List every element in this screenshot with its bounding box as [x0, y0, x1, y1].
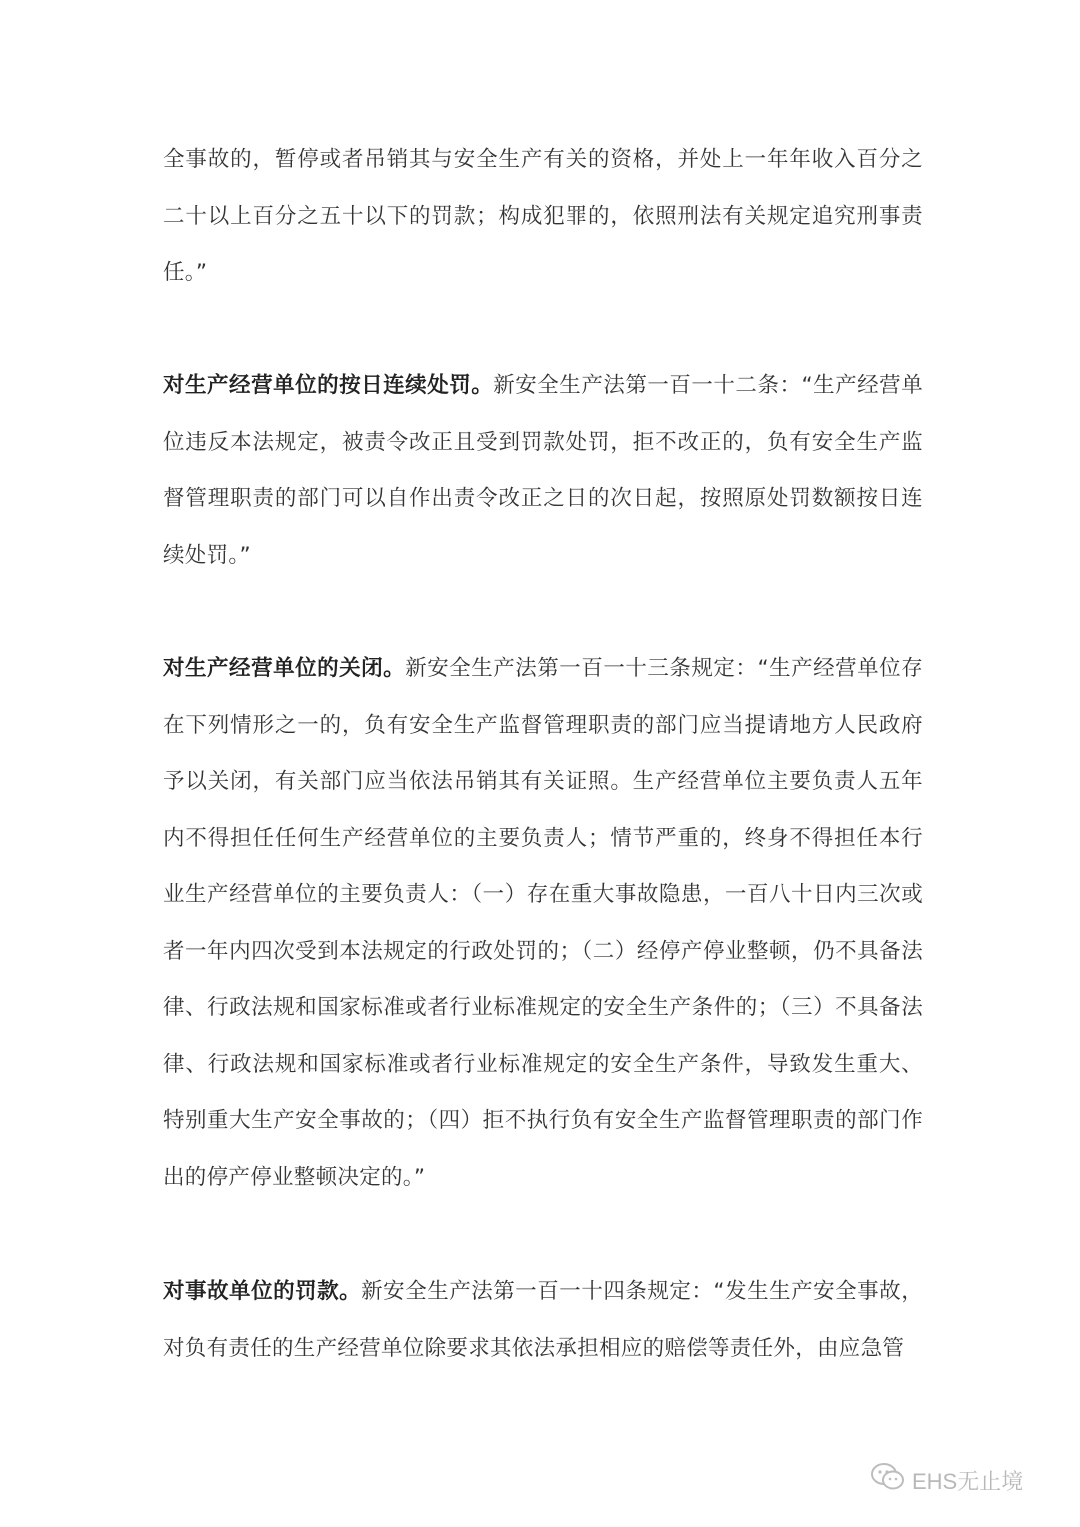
paragraph-closure — [163, 641, 923, 1206]
paragraph-heading: 对事故单位的罚款。 — [163, 1279, 362, 1304]
wechat-icon — [870, 1462, 906, 1498]
watermark-text: EHS无止境 — [912, 1468, 1024, 1494]
paragraph-heading: 对生产经营单位的按日连续处罚。 — [163, 373, 494, 398]
paragraph-daily-penalty — [163, 358, 923, 584]
paragraph-text: 全事故的，暂停或者吊销其与安全生产有关的资格，并处上一年年收入百分之二十以上百分之五十以下的罚款；构成犯罪的，依照刑法有关规定追究刑事责任。” — [163, 147, 923, 285]
paragraph-text: 新安全生产法第一百一十二条：“生产经营单位违反本法规定，被责令改正且受到罚款处罚，拒不改正的，负有安全生产监督管理职责的部门可以自作出责令改正之日的次日起，按照原处罚数额按日连续处罚。” — [163, 373, 923, 568]
paragraph-text: 新安全生产法第一百一十四条规定：“发生生产安全事故，对负有责任的生产经营单位除要求其依法承担相应的赔偿等责任外，由应急管 — [163, 1279, 923, 1361]
paragraph-continuation — [163, 132, 923, 302]
paragraph-text: 新安全生产法第一百一十三条规定：“生产经营单位存在下列情形之一的，负有安全生产监督管理职责的部门应当提请地方人民政府予以关闭，有关部门应当依法吊销其有关证照。生产经营单位主要负责人五年内不得担任任何生产经营单位的主要负责人；情节严重的，终身不得担任本行业生产经营单位的主要负责人：（一）存在重大事故隐患，一百八十日内三次或者一年内四次受到本法规定的行政处罚的；（二）经停产停业整顿，仍不具备法律、行政法规和国家标准或者行业标准规定的安全生产条件的；（三）不具备法律、行政法规和国家标准或者行业标准规定的安全生产条件，导致发生重大、特别重大生产安全事故的；（四）拒不执行负有安全生产监督管理职责的部门作出的停产停业整顿决定的。” — [163, 656, 923, 1190]
paragraph-accident-fine — [163, 1264, 923, 1377]
watermark — [870, 1460, 1023, 1500]
paragraph-heading: 对生产经营单位的关闭。 — [163, 656, 406, 681]
